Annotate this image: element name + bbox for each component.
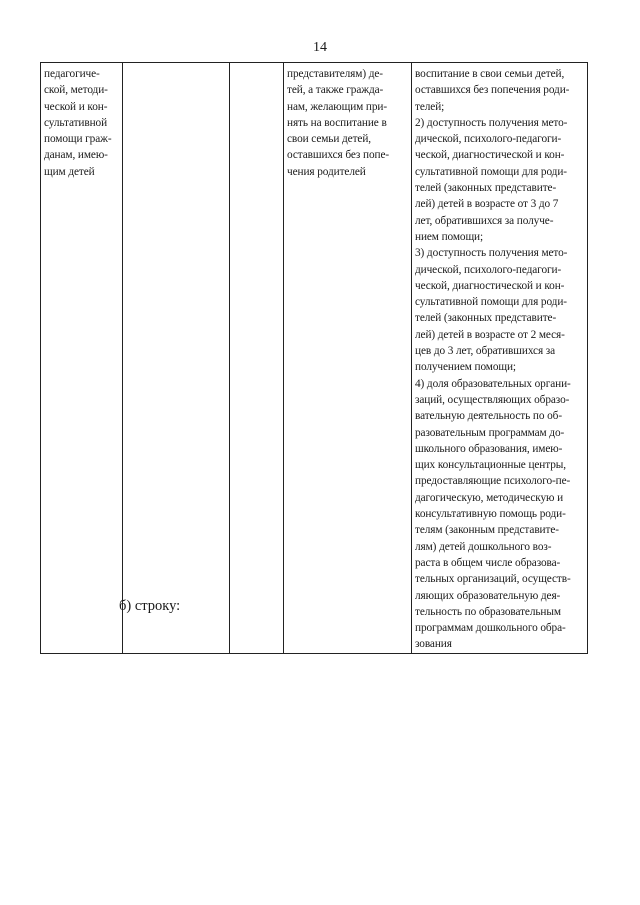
text-line: щих консультационные центры,	[415, 459, 566, 472]
text-line: программам дошкольного обра-	[415, 622, 566, 635]
text-line: ческой и кон-	[44, 100, 108, 113]
table-cell-col1	[41, 63, 123, 654]
text-line: 2) доступность получения мето-	[415, 116, 568, 129]
text-line: помощи граж-	[44, 133, 112, 146]
text-line: зования	[415, 638, 452, 651]
text-line: ческой, диагностической и кон-	[415, 149, 565, 162]
text-line: консультативную помощь роди-	[415, 508, 566, 521]
text-line: тельность по образовательным	[415, 605, 561, 618]
text-line: тей, а также гражда-	[287, 84, 384, 97]
text-line: оставшихся без попечения роди-	[415, 84, 570, 97]
text-line: представителям) де-	[287, 68, 383, 80]
text-line: нием помощи;	[415, 230, 484, 243]
text-line: телям (законным представите-	[415, 524, 559, 537]
trailing-text: б) строку:	[119, 598, 181, 614]
text-line: чения родителей	[287, 165, 366, 178]
text-line: данам, имею-	[44, 149, 108, 162]
text-line: заций, осуществляющих образо-	[415, 393, 570, 406]
text-line: свои семьи детей,	[287, 133, 372, 146]
text-line: щим детей	[44, 165, 95, 178]
text-line: дической, психолого-педагоги-	[415, 263, 562, 276]
table-cell-col5	[412, 63, 588, 654]
page-number: 14	[313, 40, 327, 55]
table-cell-col4	[284, 63, 412, 654]
text-line: воспитание в свои семьи детей,	[415, 68, 565, 80]
text-line: телей;	[415, 100, 445, 113]
text-line: 4) доля образовательных органи-	[415, 377, 571, 390]
text-line: ляющих образовательную дея-	[415, 589, 561, 602]
text-line: лет, обратившихся за получе-	[415, 214, 554, 227]
text-line: предоставляющие психолого-пе-	[415, 475, 571, 488]
text-line: тельных организаций, осуществ-	[415, 573, 571, 586]
text-line: 3) доступность получения мето-	[415, 247, 568, 260]
text-line: дической, психолого-педагоги-	[415, 133, 562, 146]
text-line: сультативной помощи для роди-	[415, 165, 567, 178]
text-line: ской, методи-	[44, 84, 108, 97]
text-line: цев до 3 лет, обратившихся за	[415, 345, 556, 358]
text-line: лям) детей дошкольного воз-	[415, 540, 552, 553]
text-line: сультативной	[44, 116, 108, 129]
text-line: телей (законных представите-	[415, 312, 557, 325]
text-line: телей (законных представите-	[415, 182, 557, 195]
text-line: лей) детей в возрасте от 3 до 7	[415, 198, 559, 211]
text-line: получением помощи;	[415, 361, 516, 374]
cell-text-col5	[415, 66, 585, 653]
text-line: разовательным программам до-	[415, 426, 565, 439]
cell-text-col1	[44, 66, 120, 180]
document-table	[40, 62, 588, 654]
text-line: нять на воспитание в	[287, 116, 387, 129]
text-line: педагогиче-	[44, 68, 100, 80]
text-line: оставшихся без попе-	[287, 149, 390, 162]
text-line: раста в общем числе образова-	[415, 556, 561, 569]
text-line: дагогическую, методическую и	[415, 491, 564, 504]
table-cell-col2	[123, 63, 230, 654]
text-line: школьного образования, имею-	[415, 442, 563, 455]
text-line: сультативной помощи для роди-	[415, 296, 567, 309]
text-line: нам, желающим при-	[287, 100, 388, 113]
text-line: ческой, диагностической и кон-	[415, 279, 565, 292]
table-cell-col3	[230, 63, 284, 654]
text-line: вательную деятельность по об-	[415, 410, 562, 423]
table-row	[41, 63, 588, 654]
cell-text-col4	[287, 66, 409, 180]
text-line: лей) детей в возрасте от 2 меся-	[415, 328, 565, 341]
